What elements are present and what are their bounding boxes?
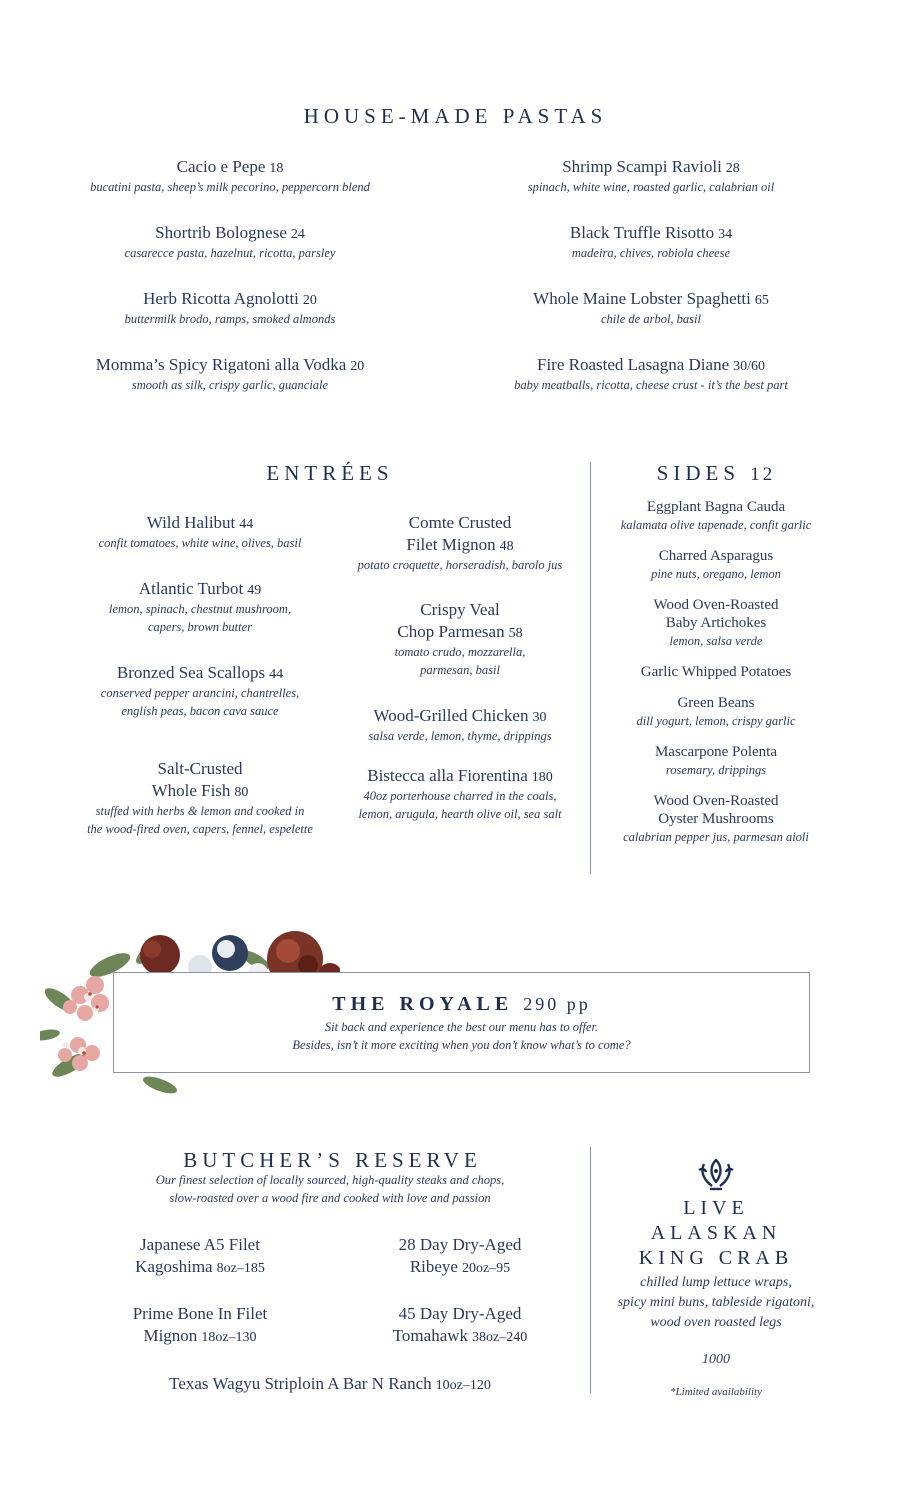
item-price: 8oz–185: [216, 1261, 265, 1276]
item-price: 180: [531, 770, 553, 785]
crab-note: *Limited availability: [670, 1386, 762, 1398]
item-name-line1: Japanese A5 Filet: [140, 1235, 260, 1254]
item-price: 30: [532, 710, 547, 725]
item-price: 10oz–120: [435, 1378, 491, 1393]
royale-box: [113, 972, 810, 1073]
pastas-right-column: [476, 156, 826, 420]
pastas-heading-text: HOUSE-MADE PASTAS: [303, 104, 608, 128]
item-name: Shortrib Bolognese: [155, 223, 287, 242]
item-price: 38oz–240: [472, 1330, 528, 1345]
item-name: Salt-Crusted Whole Fish: [151, 759, 243, 800]
item-description: smooth as silk, crispy garlic, guanciale: [131, 378, 329, 392]
item-description: confit tomatoes, white wine, olives, basil: [98, 536, 302, 550]
side-name: Wood Oven-Roasted Baby Artichokes: [653, 597, 779, 631]
item-price: 65: [754, 293, 769, 308]
item-price: 20oz–95: [461, 1261, 511, 1276]
butchers-heading: [140, 1148, 525, 1173]
item-price: 80: [234, 785, 249, 800]
item-name-line2: Mignon: [143, 1326, 198, 1345]
item-description: bucatini pasta, sheep’s milk pecorino, peppercorn blend: [90, 180, 370, 194]
side-item: [598, 792, 834, 846]
crab-title-line3: KING CRAB: [638, 1247, 794, 1269]
butcher-item-wide: [80, 1373, 580, 1395]
crab-description: chilled lump lettuce wraps, spicy mini buns, tableside rigatoni, wood oven roasted legs: [617, 1275, 815, 1330]
item-name: Wild Halibut: [146, 513, 236, 532]
item-name: Whole Maine Lobster Spaghetti: [533, 289, 751, 308]
item-description: madeira, chives, robiola cheese: [571, 246, 731, 260]
item-name: Bistecca alla Fiorentina: [367, 766, 528, 785]
royale-price: 290 pp: [523, 994, 591, 1014]
column-divider: [590, 462, 591, 874]
side-description: kalamata olive tapenade, confit garlic: [620, 518, 812, 532]
menu-item: [476, 156, 826, 222]
menu-item: [476, 354, 826, 420]
item-description: casarecce pasta, hazelnut, ricotta, parsley: [124, 246, 336, 260]
item-price: 58: [508, 626, 523, 641]
menu-item: [60, 354, 400, 420]
item-description: potato croquette, horseradish, barolo jus: [357, 558, 563, 572]
item-description: lemon, spinach, chestnut mushroom, capers, brown butter: [108, 602, 292, 634]
item-description: salsa verde, lemon, thyme, drippings: [368, 729, 552, 743]
side-description: lemon, salsa verde: [669, 634, 763, 648]
item-name-line2: Kagoshima: [135, 1257, 213, 1276]
butchers-intro-line1: Our finest selection of locally sourced, high-quality steaks and chops,: [155, 1173, 505, 1187]
entrees-heading: [170, 461, 490, 486]
butcher-item: [90, 1234, 310, 1278]
pastas-left-column: [60, 156, 400, 420]
menu-item: [70, 512, 330, 552]
item-price: 18oz–130: [201, 1330, 257, 1345]
side-name: Wood Oven-Roasted Oyster Mushrooms: [653, 793, 779, 827]
menu-item: [70, 662, 330, 720]
item-description: chile de arbol, basil: [601, 312, 701, 326]
side-description: pine nuts, oregano, lemon: [651, 567, 781, 581]
item-name-line1: 28 Day Dry-Aged: [398, 1235, 522, 1254]
item-description: conserved pepper arancini, chantrelles, english peas, bacon cava sauce: [100, 686, 300, 718]
side-name: Garlic Whipped Potatoes: [640, 664, 792, 680]
menu-item: [476, 222, 826, 288]
item-name: Black Truffle Risotto: [569, 223, 715, 242]
column-divider: [590, 1147, 591, 1393]
sides-price: 12: [750, 464, 776, 485]
royale-heading: THE ROYALE: [332, 993, 514, 1015]
crab-title-line1: LIVE: [683, 1197, 749, 1219]
entrees-heading-text: ENTRÉES: [266, 461, 394, 485]
item-name: Comte Crusted Filet Mignon: [406, 513, 512, 554]
item-name: Herb Ricotta Agnolotti: [143, 289, 299, 308]
menu-item: [476, 288, 826, 354]
item-name-line2: Tomahawk: [392, 1326, 469, 1345]
crab-section: [600, 1196, 832, 1401]
item-name: Atlantic Turbot: [138, 579, 244, 598]
item-price: 44: [239, 517, 254, 532]
item-name: Cacio e Pepe: [176, 157, 266, 176]
sides-heading-text: SIDES: [656, 461, 741, 485]
item-name: Fire Roasted Lasagna Diane: [536, 355, 730, 374]
menu-item: [335, 765, 585, 823]
menu-item: [335, 599, 585, 679]
butcher-item: [90, 1303, 310, 1347]
crown-icon: [696, 1156, 736, 1192]
menu-item: [70, 578, 330, 636]
butchers-intro-line2: slow-roasted over a wood fire and cooked with love and passion: [169, 1191, 491, 1205]
butchers-heading-text: BUTCHER’S RESERVE: [183, 1148, 482, 1172]
side-item: [598, 596, 834, 650]
item-description: baby meatballs, ricotta, cheese crust - it’s the best part: [514, 378, 788, 392]
royale-line1: Sit back and experience the best our menu has to offer.: [324, 1020, 599, 1034]
pastas-heading: [0, 104, 911, 129]
sides-list: [598, 498, 834, 846]
item-price: 44: [269, 667, 284, 682]
side-item: [598, 498, 834, 534]
menu-item: [335, 705, 585, 745]
side-name: Eggplant Bagna Cauda: [646, 499, 786, 515]
item-name: Shrimp Scampi Ravioli: [562, 157, 722, 176]
item-description: spinach, white wine, roasted garlic, calabrian oil: [527, 180, 775, 194]
side-name: Green Beans: [677, 695, 755, 711]
item-description: buttermilk brodo, ramps, smoked almonds: [124, 312, 336, 326]
side-description: dill yogurt, lemon, crispy garlic: [636, 714, 796, 728]
item-price: 24: [290, 227, 305, 242]
side-name: Mascarpone Polenta: [654, 744, 778, 760]
menu-item: [60, 156, 400, 222]
side-description: rosemary, drippings: [665, 763, 767, 777]
menu-item: [60, 288, 400, 354]
menu-item: [60, 222, 400, 288]
butcher-item: [350, 1234, 570, 1278]
item-price: 49: [247, 583, 262, 598]
side-description: calabrian pepper jus, parmesan aioli: [623, 830, 809, 844]
menu-item: [335, 512, 585, 574]
item-price: 30/60: [733, 359, 766, 374]
crab-title-line2: ALASKAN: [650, 1222, 782, 1244]
item-name: Texas Wagyu Striploin A Bar N Ranch: [169, 1374, 432, 1393]
side-item: [598, 547, 834, 583]
item-price: 48: [499, 539, 514, 554]
item-description: tomato crudo, mozzarella, parmesan, basil: [394, 645, 526, 677]
item-name-line2: Ribeye: [409, 1257, 458, 1276]
sides-heading: [600, 461, 832, 486]
side-name: Charred Asparagus: [658, 548, 774, 564]
royale-line2: Besides, isn’t it more exciting when you don’t know what’s to come?: [292, 1038, 631, 1052]
side-item: [598, 694, 834, 730]
item-price: 20: [350, 359, 365, 374]
crab-price: 1000: [702, 1352, 730, 1367]
item-name: Crispy Veal Chop Parmesan: [397, 600, 505, 641]
side-item: [598, 663, 834, 681]
side-item: [598, 743, 834, 779]
menu-item: [70, 758, 330, 838]
butcher-item: [350, 1303, 570, 1347]
item-description: stuffed with herbs & lemon and cooked in the wood-fired oven, capers, fennel, espelette: [87, 804, 313, 836]
item-price: 20: [302, 293, 317, 308]
item-name: Wood-Grilled Chicken: [373, 706, 529, 725]
item-price: 28: [725, 161, 740, 176]
item-name-line1: Prime Bone In Filet: [132, 1304, 268, 1323]
item-name-line1: 45 Day Dry-Aged: [398, 1304, 522, 1323]
item-name: Momma’s Spicy Rigatoni alla Vodka: [95, 355, 347, 374]
item-price: 18: [269, 161, 284, 176]
item-description: 40oz porterhouse charred in the coals, lemon, arugula, hearth olive oil, sea salt: [358, 789, 562, 821]
item-name: Bronzed Sea Scallops: [116, 663, 266, 682]
item-price: 34: [718, 227, 733, 242]
